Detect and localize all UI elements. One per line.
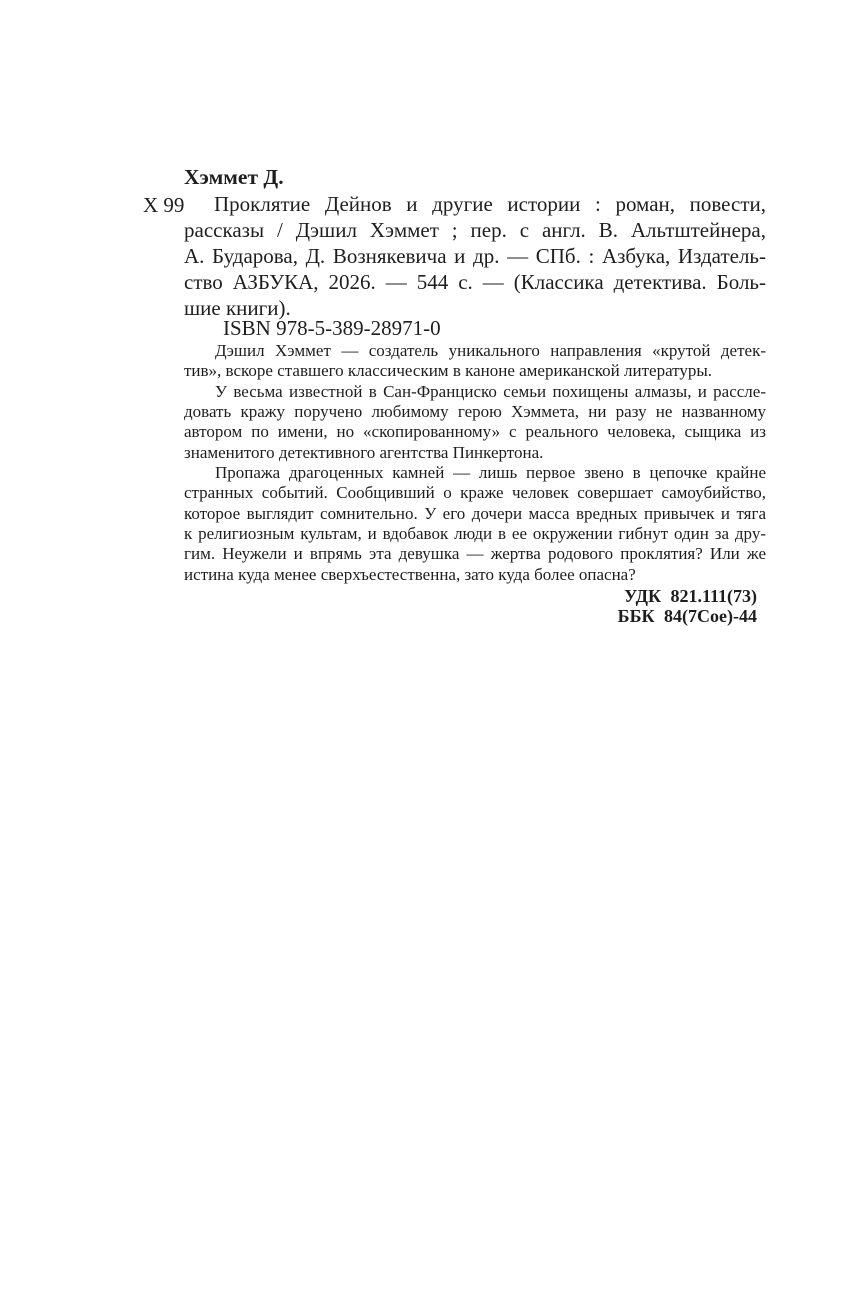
annotation-line: к религиозным культам, и вдобавок люди в ее окружении гибнут один за дру- [184,523,766,543]
description-line: рассказы / Дэшил Хэммет ; пер. с англ. В. Альтштейнера, [184,218,766,242]
annotation-line: странных событий. Сообщивший о краже человек совершает самоубийство, [184,483,766,503]
description-line: Проклятие Дейнов и другие истории : роман, повести, [214,192,766,216]
catalog-card [143,164,766,627]
description-line: ство АЗБУКА, 2026. — 544 с. — (Классика детектива. Боль- [184,270,766,294]
annotation-line: гим. Неужели и впрямь эта девушка — жертва родового проклятия? Или же [184,544,766,564]
annotation-line: которое выглядит сомнительно. У его дочери масса вредных привычек и тяга [184,503,766,523]
description-line: шие книги). [184,296,291,320]
author-heading: Хэммет Д. [184,165,284,189]
annotation-line: У весьма известной в Сан-Франциско семьи похищены алмазы, и рассле- [215,381,766,401]
isbn-line: ISBN 978-5-389-28971-0 [223,316,441,340]
classification-index: Х 99 [143,193,185,217]
annotation-line: истина куда менее сверхъестественна, зато куда более опасна? [184,564,636,584]
annotation-line: довать кражу поручено любимому герою Хэммета, ни разу не названному [184,401,766,421]
annotation-line: Дэшил Хэммет — создатель уникального направления «крутой детек- [215,341,766,360]
description-line: А. Бударова, Д. Вознякевича и др. — СПб. : Азбука, Издатель- [184,244,766,268]
classification-codes [184,586,766,627]
annotation-line: знаменитого детективного агентства Пинкертона. [184,442,544,462]
annotation-line: тив», вскоре ставшего классическим в каноне американской литературы. [184,361,713,381]
annotation-paragraph [184,341,766,382]
annotation-paragraph [184,382,766,463]
annotation-line: Пропажа драгоценных камней — лишь первое звено в цепочке крайне [215,462,766,482]
annotation-line: автором по имени, но «скопированному» с реального человека, сыщика из [184,422,766,442]
bbk-code: ББК 84(7Сое)-44 [617,606,757,627]
annotation [184,341,766,585]
annotation-paragraph [184,463,766,585]
bibliographic-description [184,191,766,321]
udc-code: УДК 821.111(73) [624,585,757,606]
